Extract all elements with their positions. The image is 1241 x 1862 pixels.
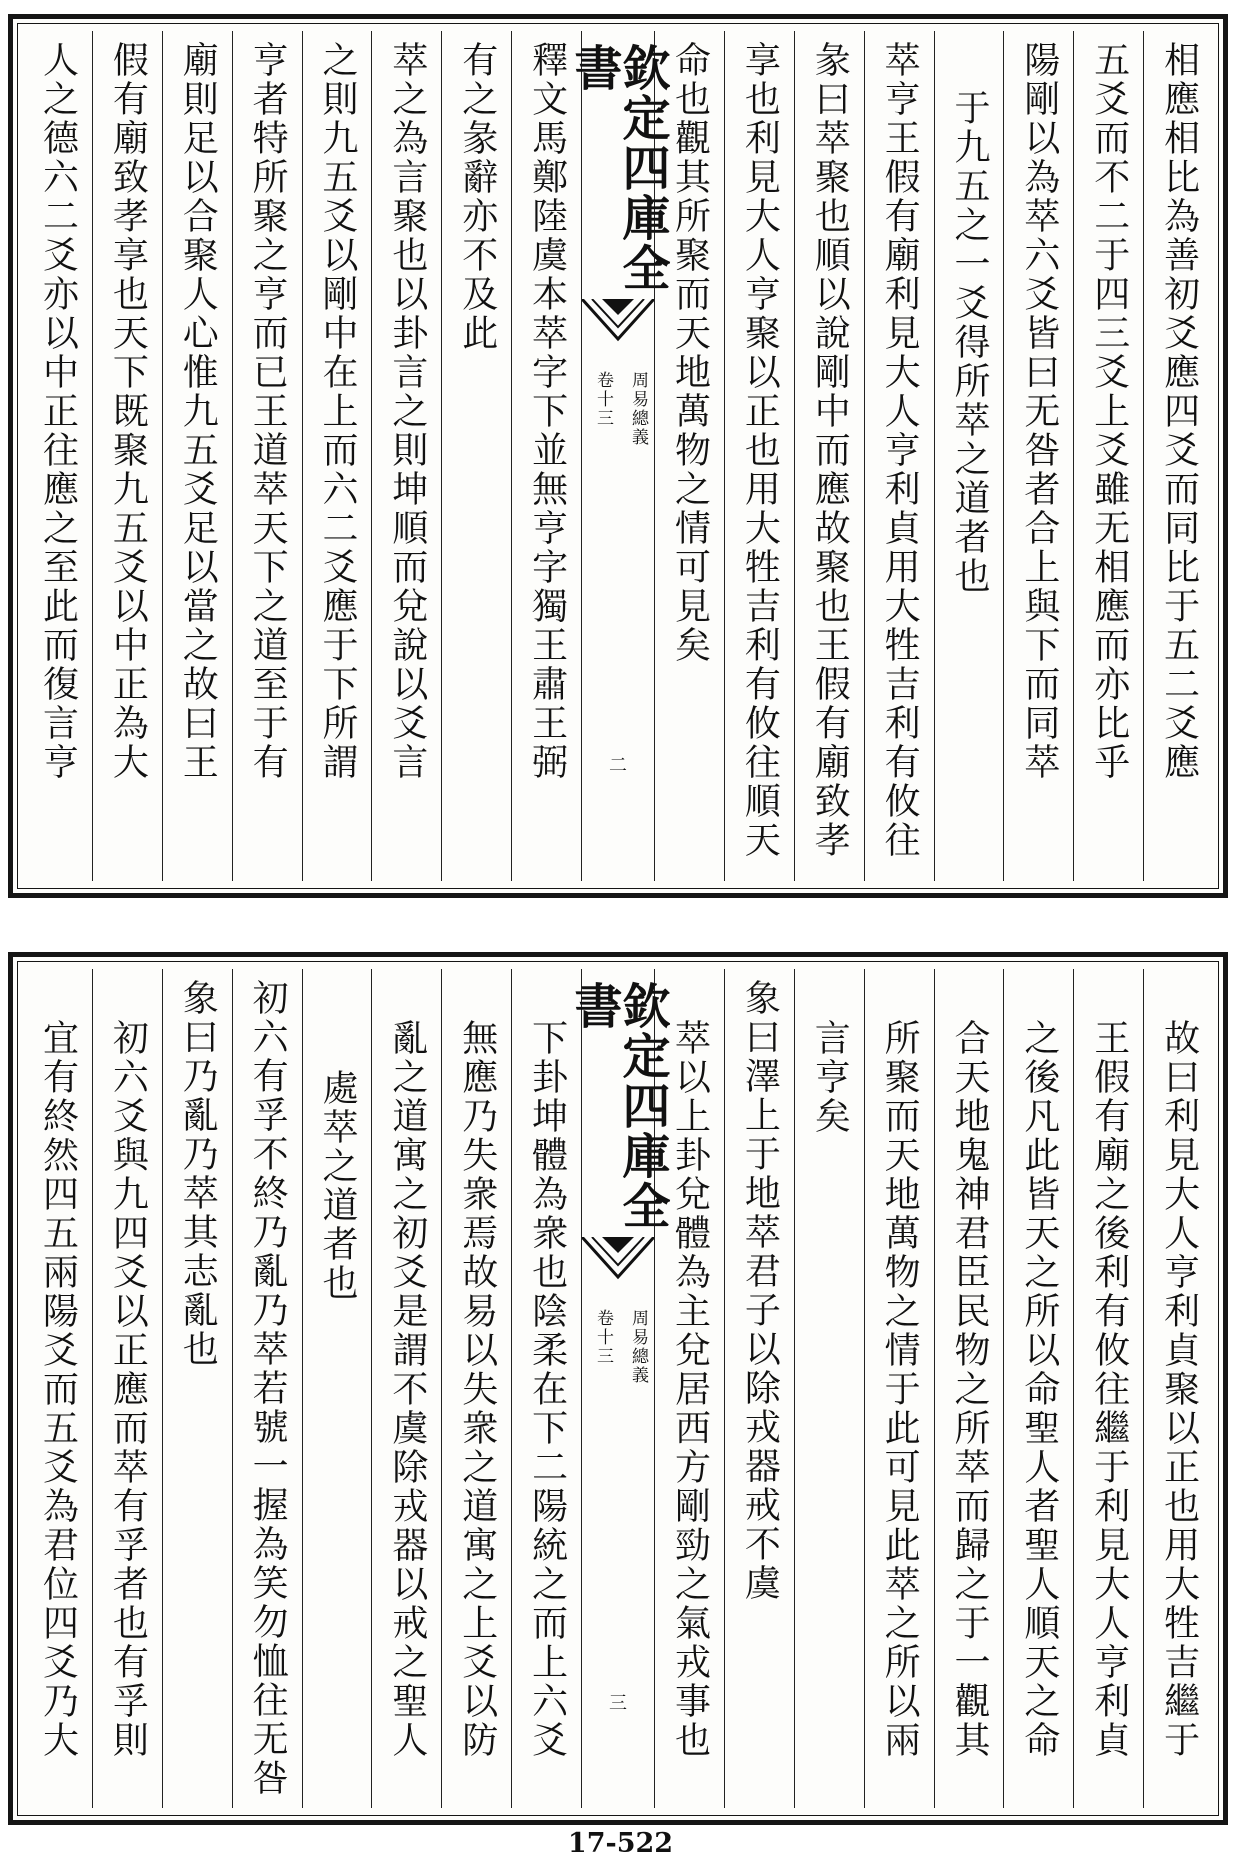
column-text: 無應乃失衆焉故易以失衆之道寓之上爻以防 [456, 1019, 498, 1760]
text-column [441, 969, 511, 1808]
text-column [302, 31, 372, 881]
column-text: 初六爻與九四爻以正應而萃有孚者也有孚則 [107, 1019, 149, 1760]
text-column [23, 969, 92, 1808]
text-column [441, 31, 511, 881]
text-column [1003, 31, 1073, 881]
text-column [302, 969, 372, 1808]
text-column [162, 31, 232, 881]
top-page-panel [8, 14, 1228, 898]
bottom-page-panel [8, 952, 1228, 1825]
column-text: 亂之道寓之初爻是謂不虞除戎器以戒之聖人 [386, 1019, 428, 1760]
column-text: 亨者特所聚之亨而已王道萃天下之道至于有 [247, 41, 289, 782]
banner-series: 周易總義 [628, 371, 648, 447]
text-column [371, 31, 441, 881]
page-number: 17-522 [567, 1828, 674, 1859]
text-column [1073, 31, 1143, 881]
column-text: 言亨矣 [809, 1019, 851, 1136]
column-text: 萃以上卦兌體為主兌居西方剛勁之氣戎事也 [669, 1019, 711, 1760]
column-text: 下卦坤體為衆也陰柔在下二陽統之而上六爻 [526, 1019, 568, 1760]
column-text: 釋文馬鄭陸虞本萃字下並無亨字獨王肅王弼 [526, 41, 568, 782]
text-column [934, 31, 1004, 881]
column-text: 有之彖辭亦不及此 [456, 41, 498, 353]
column-text: 相應相比為善初爻應四爻而同比于五二爻應 [1158, 41, 1200, 782]
column-text: 陽剛以為萃六爻皆曰无咎者合上與下而同萃 [1018, 41, 1060, 782]
banner-page-number: 二 [609, 755, 627, 776]
text-column [232, 31, 302, 881]
banner-series: 周易總義 [628, 1309, 648, 1385]
column-text: 假有廟致孝享也天下既聚九五爻以中正為大 [107, 41, 149, 782]
fishtail-ornament-icon [582, 299, 654, 349]
column-text: 萃亨王假有廟利見大人亨利貞用大牲吉利有攸往 [879, 41, 921, 860]
text-column [232, 969, 302, 1808]
bottom-page-columns [23, 969, 1213, 1808]
text-column [1003, 969, 1073, 1808]
text-column [92, 969, 162, 1808]
column-text: 五爻而不二于四三爻上爻雖无相應而亦比乎 [1088, 41, 1130, 782]
text-column [934, 969, 1004, 1808]
text-column [864, 969, 934, 1808]
banner-title: 欽定四庫全書 [566, 981, 670, 1231]
column-text: 之後凡此皆天之所以命聖人者聖人順天之命 [1018, 1019, 1060, 1760]
text-column [724, 969, 794, 1808]
column-text: 合天地鬼神君臣民物之所萃而歸之于一觀其 [948, 1019, 990, 1760]
column-text: 故曰利見大人亨利貞聚以正也用大牲吉繼于 [1158, 1019, 1200, 1760]
column-text: 初六有孚不終乃亂乃萃若號一握為笑勿恤往无咎 [247, 979, 289, 1798]
text-column [1143, 969, 1213, 1808]
column-text: 享也利見大人亨聚以正也用大牲吉利有攸往順天 [739, 41, 781, 860]
center-banner [566, 969, 670, 1808]
text-column [511, 969, 581, 1808]
banner-volume: 卷十三 [593, 1309, 613, 1366]
text-column [23, 31, 92, 881]
column-text: 宜有終然四五兩陽爻而五爻為君位四爻乃大 [37, 1019, 79, 1760]
text-column [794, 31, 864, 881]
text-column [724, 31, 794, 881]
text-column [511, 31, 581, 881]
column-text: 象曰乃亂乃萃其志亂也 [177, 979, 219, 1369]
text-column [92, 31, 162, 881]
column-text: 彖曰萃聚也順以說剛中而應故聚也王假有廟致孝 [809, 41, 851, 860]
text-column [794, 969, 864, 1808]
column-text: 處萃之道者也 [316, 1069, 358, 1303]
column-text: 命也觀其所聚而天地萬物之情可見矣 [669, 41, 711, 665]
column-text: 萃之為言聚也以卦言之則坤順而兌說以爻言 [386, 41, 428, 782]
column-text: 象曰澤上于地萃君子以除戎器戒不虞 [739, 979, 781, 1603]
text-column [371, 969, 441, 1808]
banner-page-number: 三 [609, 1693, 627, 1714]
center-banner [566, 31, 670, 881]
column-text: 人之德六二爻亦以中正往應之至此而復言亨 [37, 41, 79, 782]
column-text: 王假有廟之後利有攸往繼于利見大人亨利貞 [1088, 1019, 1130, 1760]
column-text: 于九五之一爻得所萃之道者也 [948, 89, 990, 596]
text-column [162, 969, 232, 1808]
column-text: 之則九五爻以剛中在上而六二爻應于下所謂 [316, 41, 358, 782]
top-page-columns [23, 31, 1213, 881]
column-text: 所聚而天地萬物之情于此可見此萃之所以兩 [879, 1019, 921, 1760]
text-column [864, 31, 934, 881]
fishtail-ornament-icon [582, 1237, 654, 1287]
banner-title: 欽定四庫全書 [566, 43, 670, 293]
banner-volume: 卷十三 [593, 371, 613, 428]
text-column [1143, 31, 1213, 881]
column-text: 廟則足以合聚人心惟九五爻足以當之故曰王 [177, 41, 219, 782]
text-column [1073, 969, 1143, 1808]
